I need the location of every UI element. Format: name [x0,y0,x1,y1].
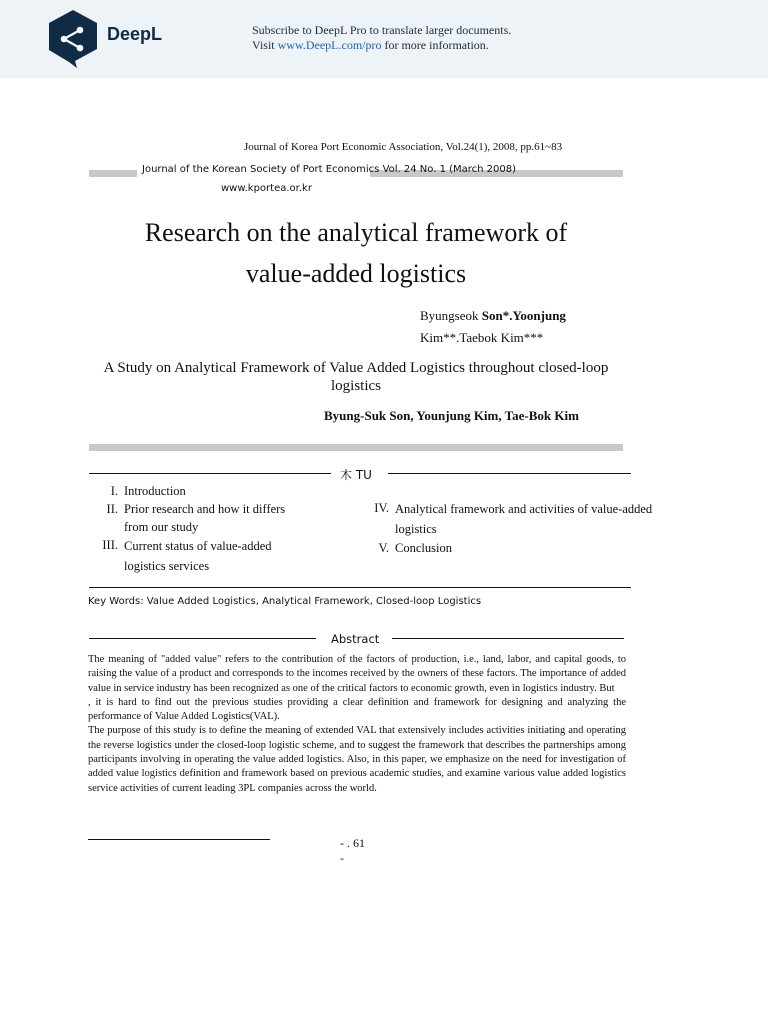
promo-line-2-suffix: for more information. [381,38,489,52]
deepl-pro-link[interactable]: www.DeepL.com/pro [277,38,382,52]
paper-title-line-2: value-added logistics [245,259,467,288]
page-number [340,836,365,866]
title-gray-bar [89,444,623,451]
promo-line-2 [252,38,511,53]
author-bold-names: Son*.Yoonjung [481,308,566,323]
paper-title [80,212,632,294]
paper-subtitle: A Study on Analytical Framework of Value Added Logistics throughout closed-loop logistics [103,360,609,394]
header-gray-bar-left [89,170,137,177]
keywords: Key Words: Value Added Logistics, Analytical Framework, Closed-loop Logistics [88,596,482,607]
toc-rule-right [388,473,631,474]
toc-item-label: Analytical framework and activities of value-added logistics [395,502,653,536]
journal-english-name: Journal of the Korean Society of Port Economics Vol. 24 No. 1 (March 2008) [142,164,517,175]
author-list [420,305,566,349]
deepl-banner [0,0,768,78]
abstract-paragraph-3: The purpose of this study is to define the meaning of extended VAL that extensively includes activities initiating and operating the reverse logistics under the closed-loop logistic scheme, and to suggest the framework that describes the partnerships among participants involving in operating the value added logistics. Also, in this paper, we emphasize on the need for investigation of added value logistics definition and framework based on previous academic studies, and examine various value added logistics service activities of current leading 3PL companies across the world. [88,725,626,794]
abstract-rule-left [89,638,316,639]
abstract-paragraph-1: The meaning of "added value" refers to the contribution of the factors of production, i.e., land, labor, and capital goods, to raising the value of a product and corresponds to the incomes received by the owners of these factors. The importance of added value in service industry has been recognized as one of the critical factors to economic growth, even in logistics industry. But [88,654,626,694]
toc-item-number: II. [106,502,118,516]
toc-item-4[interactable] [369,499,664,539]
toc-right-column [369,499,664,557]
page-number-line-2: - [340,851,344,865]
journal-website[interactable]: www.kportea.or.kr [221,183,312,194]
paper-title-line-1: Research on the analytical framework of [144,218,568,247]
deepl-promo-text [252,23,511,53]
abstract-paragraph-2: , it is hard to find out the previous studies providing a clear definition and framework for designing and analyzing the performance of Value Added Logistics(VAL). [88,696,626,723]
toc-heading: 木 TU [340,468,372,482]
author-list-english: Byung-Suk Son, Younjung Kim, Tae-Bok Kim [324,408,579,423]
deepl-logo-icon[interactable] [47,9,99,69]
toc-item-2[interactable] [98,500,313,536]
abstract-rule-right [392,638,624,639]
toc-item-3[interactable] [98,536,313,576]
toc-bottom-rule [89,587,631,588]
toc-rule-left [89,473,331,474]
abstract-heading: Abstract [331,632,380,646]
toc-item-5[interactable] [369,539,664,557]
toc-item-number: I. [110,484,118,498]
author-line-2: Kim**.Taebok Kim*** [420,330,544,345]
toc-item-label: Conclusion [395,541,452,555]
toc-item-number: V. [378,541,389,555]
toc-item-1[interactable] [98,482,313,500]
toc-left-column [98,482,313,576]
journal-citation: Journal of Korea Port Economic Association, Vol.24(1), 2008, pp.61~83 [244,141,563,153]
toc-item-number: IV. [374,501,389,515]
author-line-1 [420,305,566,327]
page-number-line-1: - . 61 [340,836,365,850]
promo-line-1: Subscribe to DeepL Pro to translate larger documents. [252,23,512,37]
toc-item-label: Current status of value-added logistics services [124,539,272,573]
toc-item-number: III. [102,538,118,552]
toc-item-label: Introduction [124,484,186,498]
author-first-name: Byungseok [420,308,482,323]
promo-line-2-prefix: Visit [252,38,278,52]
deepl-brand-name[interactable]: DeepL [107,24,163,44]
footnote-rule [88,839,270,840]
toc-item-label: Prior research and how it differs from our study [124,502,286,534]
abstract-body [88,653,626,796]
